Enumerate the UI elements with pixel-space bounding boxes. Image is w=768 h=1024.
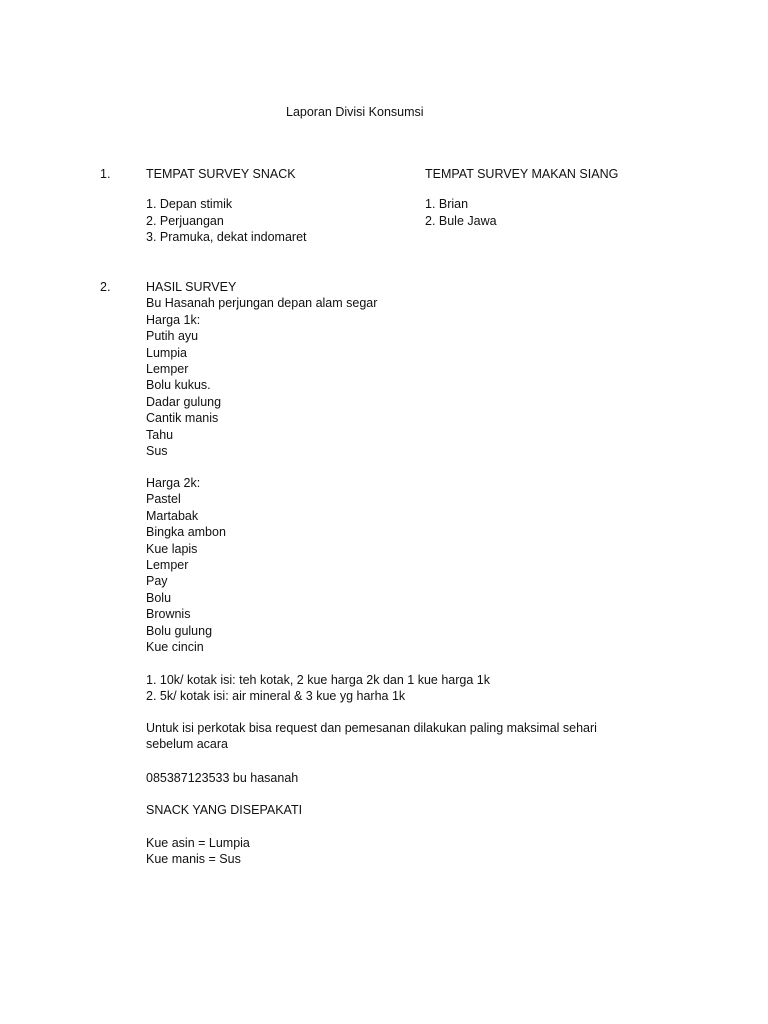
price-1k-label: Harga 1k: — [146, 312, 201, 327]
price-1k-item: Bolu kukus. — [146, 378, 211, 393]
price-1k-item: Lemper — [146, 362, 189, 377]
price-1k-item: Tahu — [146, 427, 174, 442]
snack-location-item: 2. Perjuangan — [146, 213, 224, 228]
package-list — [146, 672, 490, 705]
survey-result-heading: HASIL SURVEY — [146, 280, 237, 294]
price-2k-item: Pay — [146, 574, 168, 589]
lunch-location-item: 1. Brian — [425, 197, 469, 212]
lunch-survey-heading: TEMPAT SURVEY MAKAN SIANG — [425, 167, 619, 181]
price-2k-item: Lemper — [146, 558, 189, 573]
price-2k-item: Bingka ambon — [146, 525, 226, 540]
price-2k-item: Bolu — [146, 590, 172, 605]
package-item: 2. 5k/ kotak isi: air mineral & 3 kue yg harha 1k — [146, 689, 406, 704]
section-1-number: 1. — [100, 167, 111, 181]
page-title: Laporan Divisi Konsumsi — [286, 105, 424, 119]
price-2k-item: Martabak — [146, 508, 199, 523]
price-2k-item: Brownis — [146, 607, 191, 622]
price-2k-item: Kue lapis — [146, 541, 198, 556]
price-1k-item: Sus — [146, 444, 168, 459]
order-note — [146, 720, 597, 753]
price-1k-item: Putih ayu — [146, 329, 199, 344]
price-2k-item: Pastel — [146, 492, 181, 507]
package-item: 1. 10k/ kotak isi: teh kotak, 2 kue harga 2k dan 1 kue harga 1k — [146, 673, 490, 687]
price-1k-item: Dadar gulung — [146, 394, 222, 409]
order-note-line: Untuk isi perkotak bisa request dan pemesanan dilakukan paling maksimal sehari — [146, 721, 597, 735]
lunch-survey-column — [425, 166, 618, 229]
vendor-line: Bu Hasanah perjungan depan alam segar — [146, 296, 378, 311]
contact-line: 085387123533 bu hasanah — [146, 771, 299, 785]
price-2k-label: Harga 2k: — [146, 476, 201, 490]
price-2k-item: Kue cincin — [146, 640, 204, 655]
agreed-snack-list — [146, 835, 250, 868]
price-2k-block — [146, 475, 226, 655]
lunch-location-item: 2. Bule Jawa — [425, 213, 497, 228]
snack-survey-column — [146, 166, 307, 246]
snack-location-item: 1. Depan stimik — [146, 197, 233, 212]
snack-location-item: 3. Pramuka, dekat indomaret — [146, 230, 307, 245]
agreed-snack-heading: SNACK YANG DISEPAKATI — [146, 803, 303, 817]
snack-survey-heading: TEMPAT SURVEY SNACK — [146, 167, 296, 181]
survey-result-block — [146, 279, 377, 459]
price-2k-item: Bolu gulung — [146, 623, 213, 638]
agreed-snack-item: Kue manis = Sus — [146, 852, 241, 867]
price-1k-item: Lumpia — [146, 345, 187, 360]
section-2-number: 2. — [100, 280, 111, 294]
price-1k-item: Cantik manis — [146, 411, 219, 426]
order-note-line: sebelum acara — [146, 737, 228, 752]
agreed-snack-item: Kue asin = Lumpia — [146, 836, 250, 850]
